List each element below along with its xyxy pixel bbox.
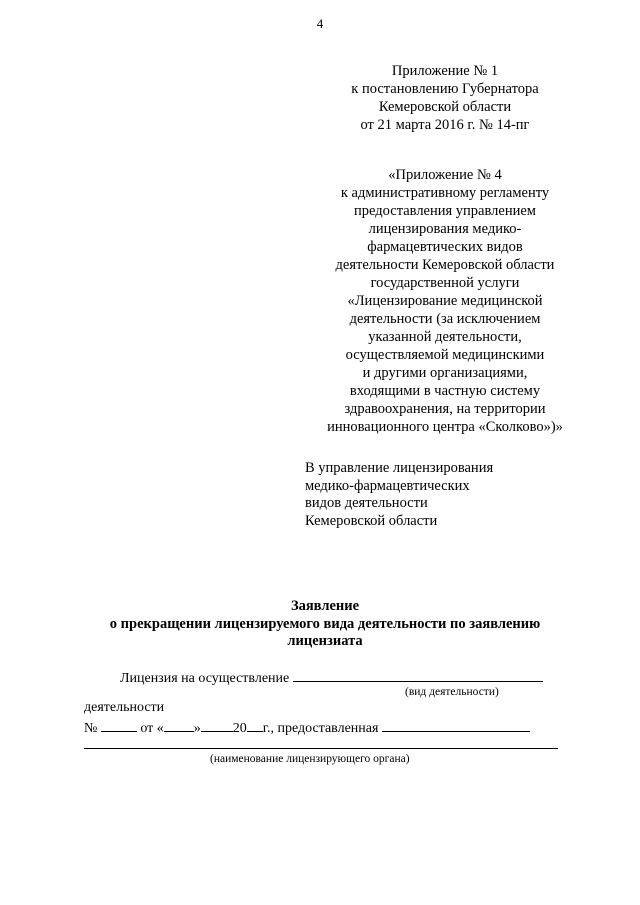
title-line: Заявление — [290, 598, 360, 614]
appendix-1-line: Приложение № 1 — [391, 63, 499, 79]
authority-field-line[interactable] — [84, 748, 558, 749]
license-details-row — [84, 718, 530, 737]
appendix-4-line: входящими в частную систему — [349, 383, 541, 399]
day-field[interactable] — [164, 718, 194, 732]
year-suffix: г., предоставленная — [262, 721, 379, 736]
appendix-4-line: государственной услуги — [370, 275, 520, 291]
appendix-4-header — [300, 166, 590, 436]
authority-hint: (наименование лицензирующего органа) — [210, 753, 410, 765]
activity-hint: (вид деятельности) — [405, 686, 499, 698]
appendix-4-line: здравоохранения, на территории — [344, 401, 546, 417]
appendix-4-line: предоставления управлением — [354, 203, 536, 219]
appendix-1-header — [310, 62, 580, 134]
appendix-4-line: деятельности Кемеровской области — [335, 257, 555, 273]
appendix-4-line: деятельности (за исключением — [349, 311, 541, 327]
addressee-block — [305, 460, 493, 530]
appendix-4-line: указанной деятельности, — [368, 329, 522, 345]
activity-type-field[interactable] — [293, 668, 543, 682]
appendix-4-line: «Лицензирование медицинской — [347, 293, 543, 309]
document-title — [60, 598, 590, 651]
appendix-4-line: и другими организациями, — [362, 365, 528, 381]
year-field[interactable] — [247, 718, 263, 732]
title-line: лицензиата — [287, 633, 363, 649]
month-field[interactable] — [201, 718, 233, 732]
year-prefix: 20 — [232, 721, 247, 736]
title-line: о прекращении лицензируемого вида деятельности по заявлению — [109, 615, 541, 632]
addressee-line: Кемеровской области — [305, 512, 438, 529]
appendix-4-line: к административному регламенту — [340, 185, 550, 201]
addressee-line: В управление лицензирования — [305, 460, 494, 476]
addressee-line: видов деятельности — [305, 495, 428, 511]
page-number: 4 — [316, 16, 324, 31]
appendix-4-line: фармацевтических видов — [367, 239, 523, 255]
number-sign: № — [84, 721, 98, 736]
license-number-field[interactable] — [101, 718, 137, 732]
from-label: от « — [140, 721, 164, 736]
appendix-1-line: Кемеровской области — [378, 99, 512, 115]
quote-close: » — [193, 721, 201, 736]
appendix-4-line: осуществляемой медицинскими — [345, 347, 545, 363]
appendix-1-line: к постановлению Губернатора — [351, 81, 539, 97]
activity-word: деятельности — [84, 700, 165, 715]
license-row — [120, 668, 543, 687]
authority-field-start[interactable] — [382, 718, 530, 732]
appendix-4-line: инновационного центра «Сколково»)» — [327, 419, 563, 435]
appendix-4-line: «Приложение № 4 — [388, 167, 502, 183]
appendix-1-line: от 21 марта 2016 г. № 14-пг — [360, 117, 530, 133]
appendix-4-line: лицензирования медико- — [368, 221, 522, 237]
addressee-line: медико-фармацевтических — [305, 477, 470, 494]
license-label: Лицензия на осуществление — [120, 671, 290, 686]
